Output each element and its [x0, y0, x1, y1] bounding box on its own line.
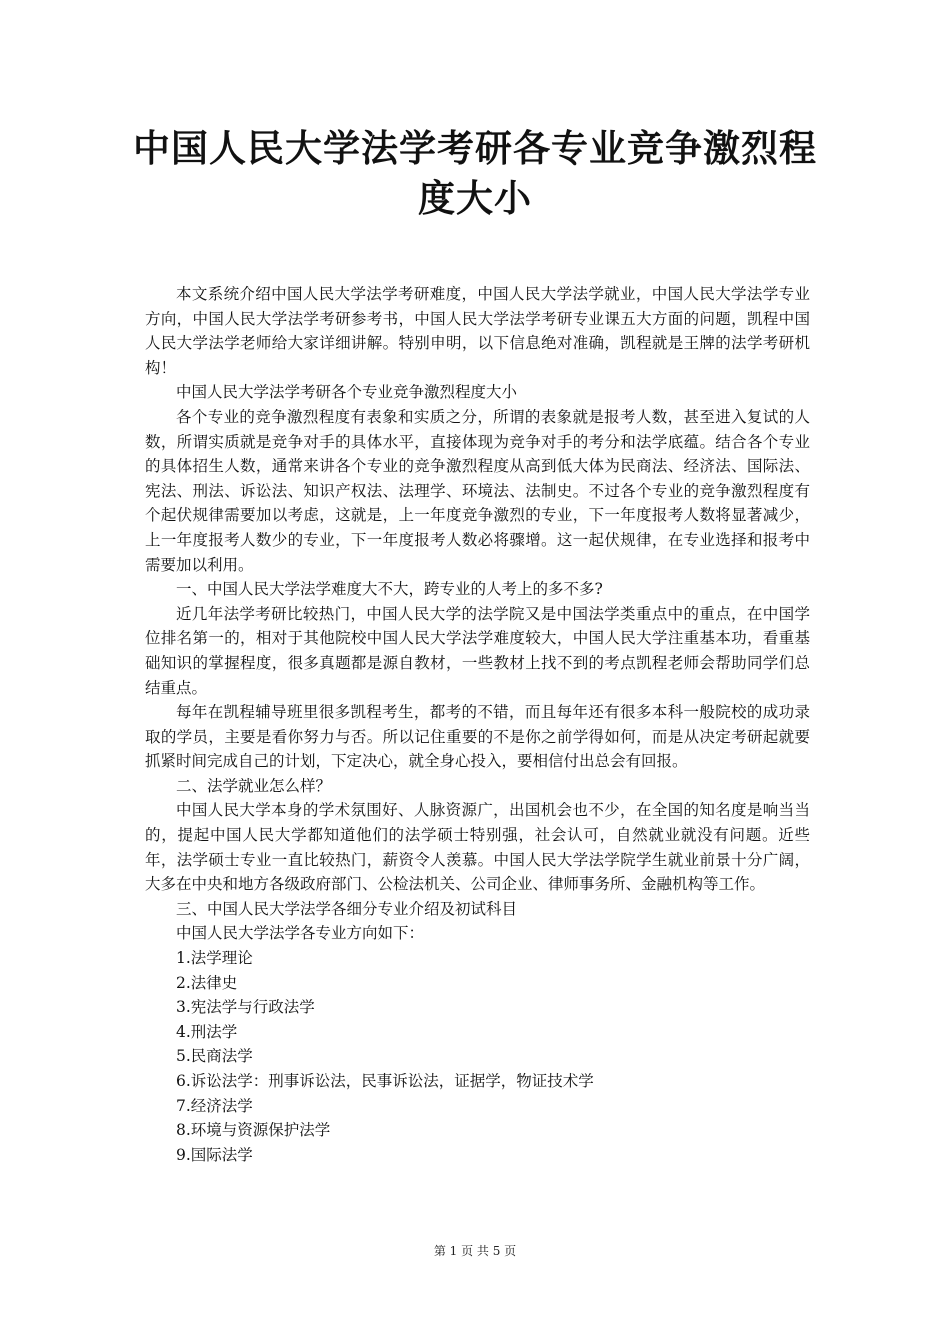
- paragraph-majors-intro: 中国人民大学法学各专业方向如下：: [176, 924, 425, 943]
- section-heading-employment: 二、法学就业怎么样？: [176, 776, 332, 795]
- list-item-major: 5.民商法学: [176, 1047, 253, 1066]
- list-item-major: 3.宪法学与行政法学: [176, 998, 315, 1017]
- paragraph-difficulty: 近几年法学考研比较热门，中国人民大学的法学院又是中国法学类重点中的重点，在中国学位排名第一的，相对于其他院校中国人民大学法学难度较大，中国人民大学注重基本功，看重基础知识的掌握程度，很多真题都是源自教材，一些教材上找不到的考点凯程老师会帮助同学们总结重点。: [145, 604, 810, 697]
- paragraph-competition: 各个专业的竞争激烈程度有表象和实质之分，所谓的表象就是报考人数，甚至进入复试的人数，所谓实质就是竞争对手的具体水平，直接体现为竞争对手的考分和法学底蕴。结合各个专业的具体招生人数，通常来讲各个专业的竞争激烈程度从高到低大体为民商法、经济法、国际法、宪法、刑法、诉讼法、知识产权法、法理学、环境法、法制史。不过各个专业的竞争激烈程度有个起伏规律需要加以考虑，这就是，上一年度竞争激烈的专业，下一年度报考人数将显著减少，上一年度报考人数少的专业，下一年度报考人数必将骤增。这一起伏规律，在专业选择和报考中需要加以利用。: [145, 407, 810, 574]
- list-item-major: 7.经济法学: [176, 1096, 253, 1115]
- list-item-major: 6.诉讼法学：刑事诉讼法，民事诉讼法，证据学，物证技术学: [176, 1072, 594, 1090]
- section-heading-difficulty: 一、中国人民大学法学难度大不大，跨专业的人考上的多不多?: [176, 580, 603, 599]
- list-item-major: 8.环境与资源保护法学: [176, 1121, 331, 1140]
- paragraph-effort: 每年在凯程辅导班里很多凯程考生，都考的不错，而且每年还有很多本科一般院校的成功录取的学员，主要是看你努力与否。所以记住重要的不是你之前学得如何，而是从决定考研起就要抓紧时间完成自己的计划，下定决心，就全身心投入，要相信付出总会有回报。: [145, 703, 810, 771]
- section-heading-majors: 三、中国人民大学法学各细分专业介绍及初试科目: [176, 899, 518, 918]
- list-item-major: 4.刑法学: [176, 1022, 238, 1041]
- document-body: [145, 282, 810, 1167]
- document-title: 中国人民大学法学考研各专业竞争激烈程度大小: [133, 127, 817, 220]
- paragraph-intro: 本文系统介绍中国人民大学法学考研难度，中国人民大学法学就业，中国人民大学法学专业方向，中国人民大学法学考研参考书，中国人民大学法学考研专业课五大方面的问题，凯程中国人民大学法学老师给大家详细讲解。特别申明，以下信息绝对准确，凯程就是王牌的法学考研机构！: [145, 285, 810, 377]
- list-item-major: 2.法律史: [176, 973, 238, 992]
- page-number-footer: 第 1 页 共 5 页: [433, 1244, 517, 1258]
- paragraph-employment: 中国人民大学本身的学术氛围好、人脉资源广，出国机会也不少，在全国的知名度是响当当的，提起中国人民大学都知道他们的法学硕士特别强，社会认可，自然就业就没有问题。近些年，法学硕士专业一直比较热门，薪资令人羡慕。中国人民大学法学院学生就业前景十分广阔，大多在中央和地方各级政府部门、公检法机关、公司企业、律师事务所、金融机构等工作。: [145, 801, 810, 894]
- paragraph-subtitle: 中国人民大学法学考研各个专业竞争激烈程度大小: [176, 383, 518, 402]
- list-item-major: 9.国际法学: [176, 1145, 253, 1164]
- list-item-major: 1.法学理论: [176, 949, 253, 968]
